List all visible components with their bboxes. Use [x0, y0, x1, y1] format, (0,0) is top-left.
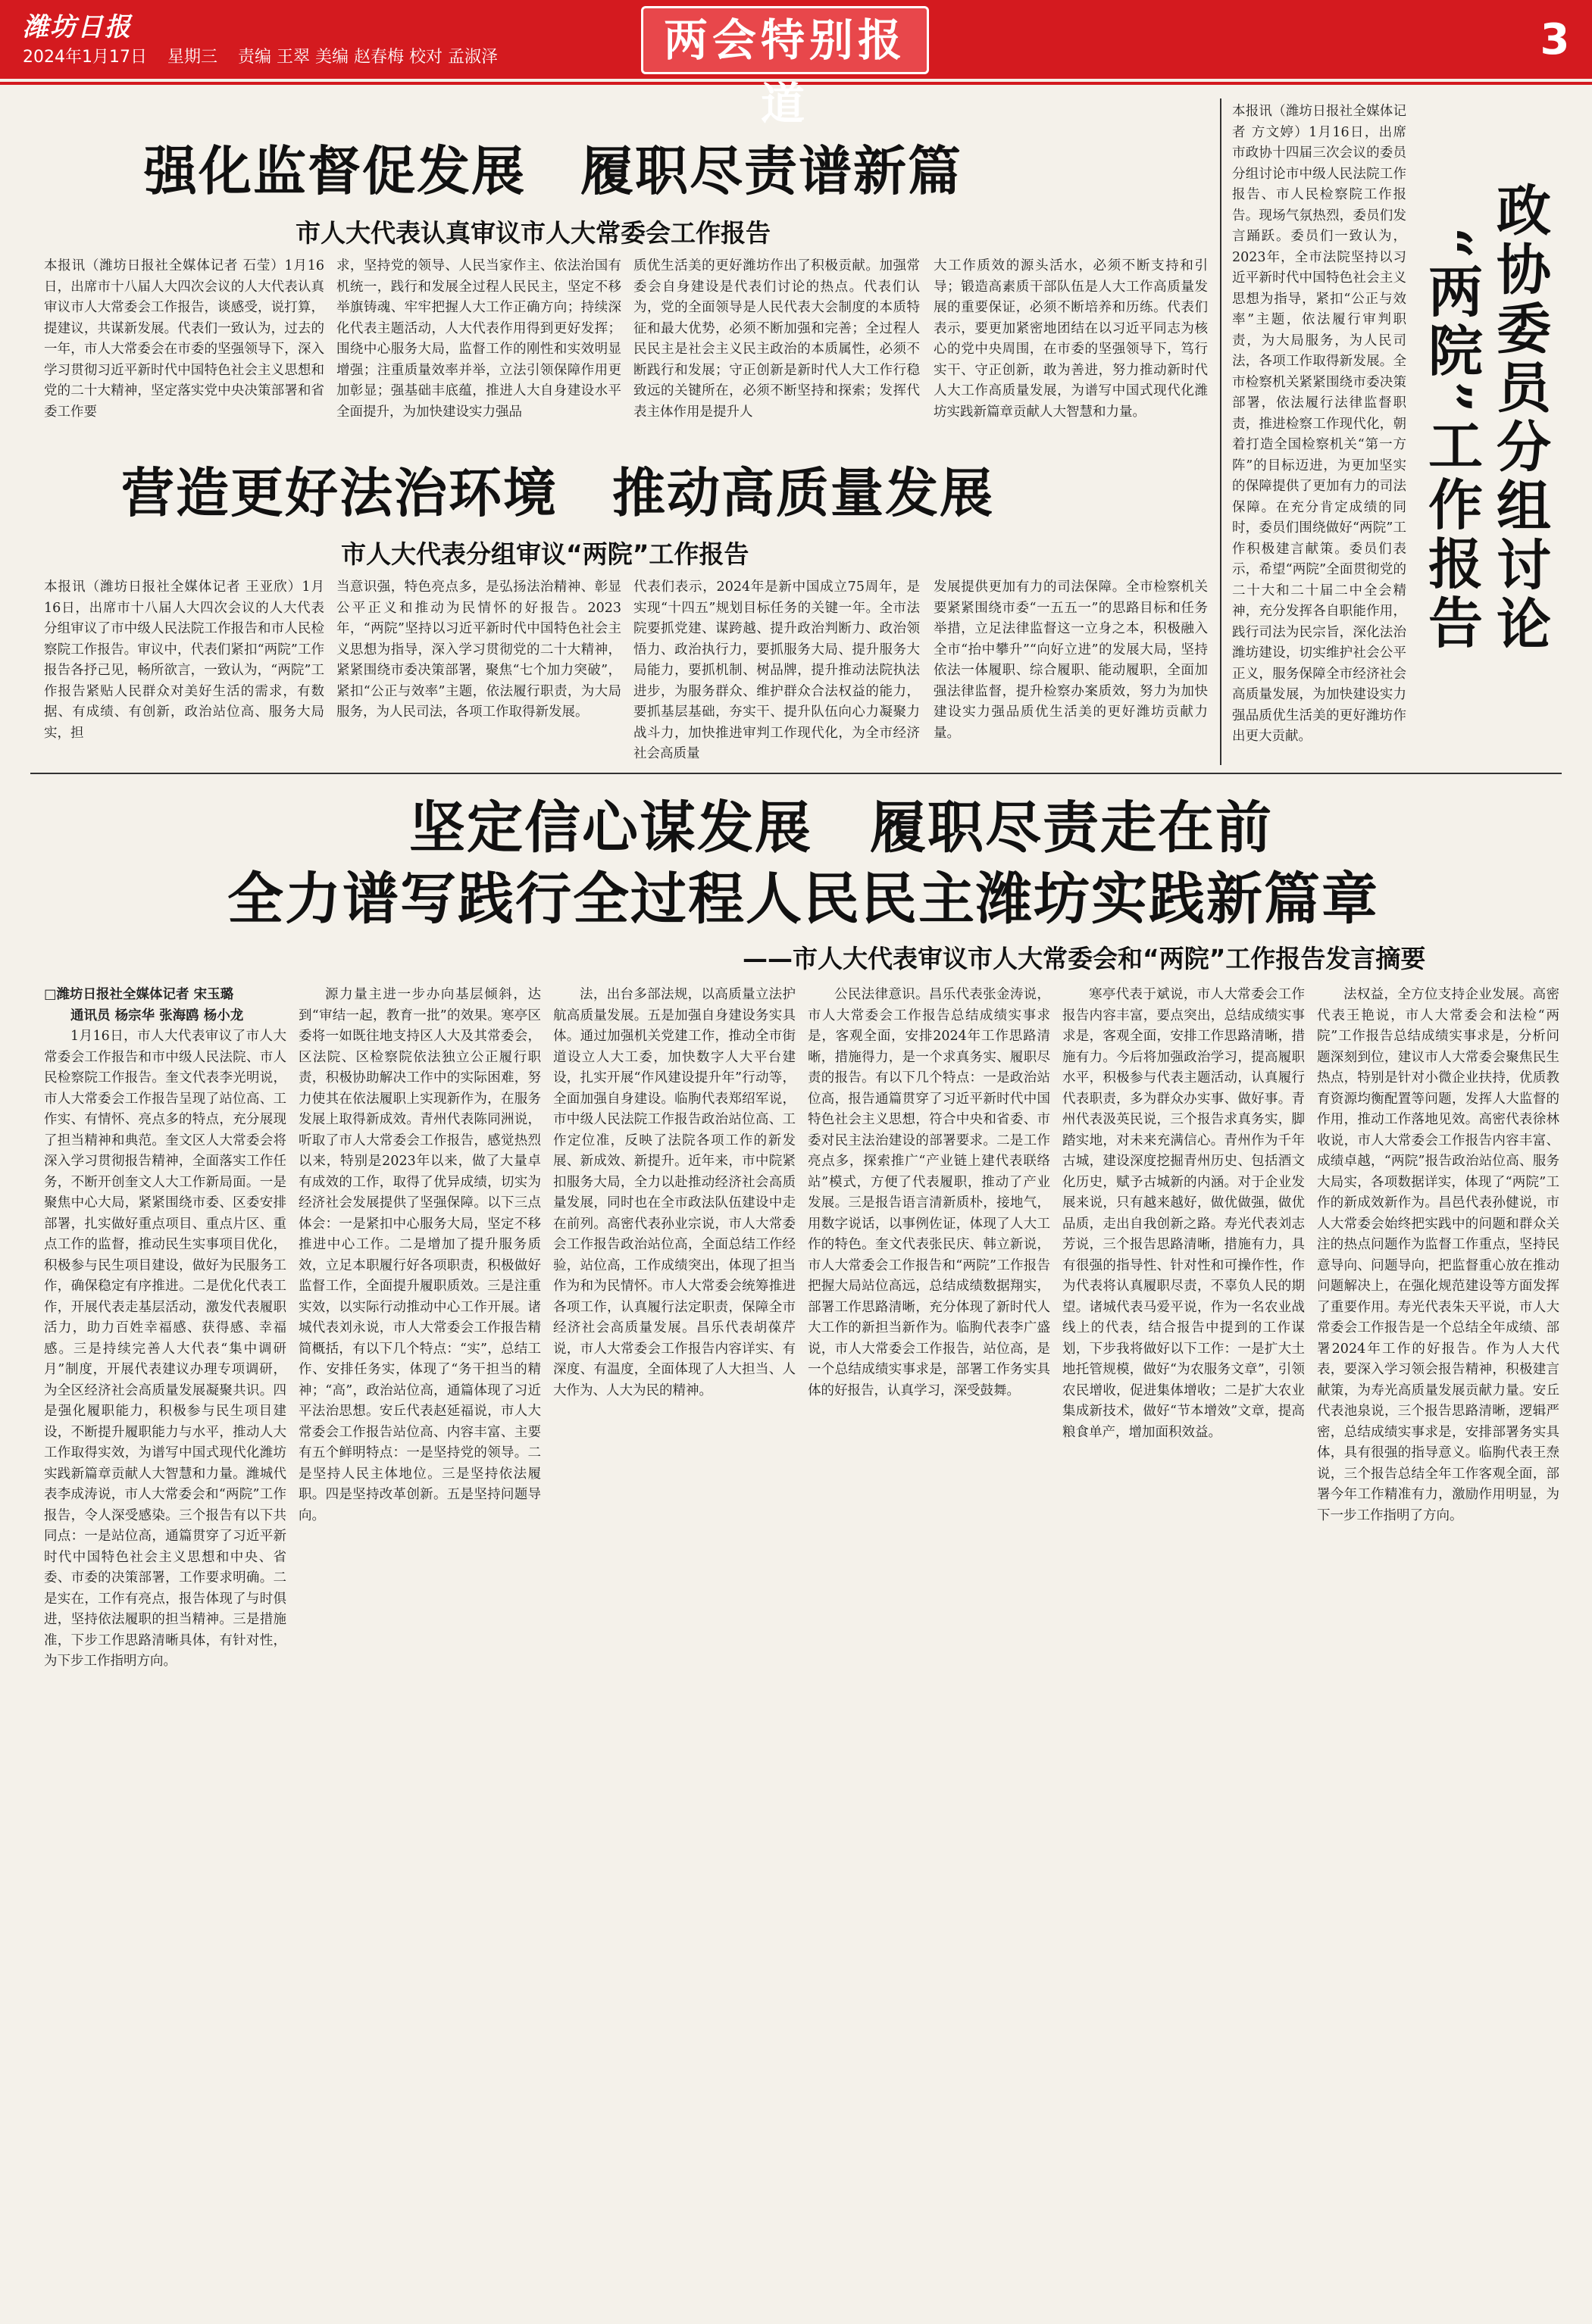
- article2-column-4: 发展提供更加有力的司法保障。全市检察机关要紧紧围绕市委“一五五一”的思路目标和任务举措，立足法律监督这一立身之本，积极融入全市“抬中攀升”“向好立进”的发展大局，坚持依法一体履职、综合履职、能动履职，全面加强法律监督，提升检察办案质效，努力为加快建设实力强品质优生活美的更好潍坊贡献力量。: [934, 579, 1208, 741]
- article2-title: 营造更好法治环境 推动高质量发展: [121, 461, 994, 524]
- article3-byline-1: □潍坊日报社全媒体记者 宋玉璐: [44, 987, 234, 1002]
- editor-credits: 责编 王翠 美编 赵春梅 校对 孟淑泽: [238, 48, 498, 67]
- article3-title-line-2: 全力谱写践行全过程人民民主潍坊实践新篇章: [227, 867, 1379, 932]
- sidebar-divider: [1220, 98, 1221, 765]
- article3-subtitle: ——市人大代表审议市人大常委会和“两院”工作报告发言摘要: [743, 944, 1426, 973]
- article1-column-1: 本报讯（潍坊日报社全媒体记者 石莹）1月16日，出席市十八届人大四次会议的人大代表认真审议市人大常委会工作报告，谈感受，说打算，提建议，共谋新发展。代表们一致认为，过去的一年，市人大常委会在市委的坚强领导下，深入学习贯彻习近平新时代中国特色社会主义思想和党的二十大精神，坚定落实党中央决策部署和省委工作要: [44, 258, 324, 420]
- article2-column-3: 代表们表示，2024年是新中国成立75周年，是实现“十四五”规划目标任务的关键一年。全市法院要抓党建、谋跨越、提升政治判断力、政治领悟力、政治执行力，要抓服务大局、提升服务大局能力，要抓机制、树品牌，提升推动法院执法进步，为服务群众、维护群众合法权益的能力，要抓基层基础，夯实干、提升队伍向心力凝聚力战斗力，加快推进审判工作现代化，为全市经济社会高质量: [633, 579, 920, 761]
- newspaper-logo: 潍坊日报: [23, 12, 132, 42]
- issue-info: [23, 44, 513, 67]
- sidebar-body: 本报讯（潍坊日报社全媒体记者 方文婷）1月16日，出席市政协十四届三次会议的委员分组讨论市中级人民法院工作报告、市人民检察院工作报告。现场气氛热烈，委员们发言踊跃。委员们一致认为，2023年，全市法院坚持以习近平新时代中国特色社会主义思想为指导，紧扣“公正与效率”主题，依法履行审判职责，为大局服务，为人民司法，各项工作取得新发展。全市检察机关紧紧围绕市委决策部署，依法履行法律监督职责，推进检察工作现代化，朝着打造全国检察机关“第一方阵”的目标迈进，为更加坚实的保障提供了更加有力的司法保障。在充分肯定成绩的同时，委员们围绕做好“两院”工作积极建言献策。委员们表示，希望“两院”全面贯彻党的二十大和二十届二中全会精神，充分发挥各自职能作用，践行司法为民宗旨，深化法治潍坊建设，切实维护社会公平正义，服务保障全市经济社会高质量发展，为加快建设实力强品质优生活美的更好潍坊作出更大贡献。: [1232, 104, 1406, 744]
- masthead: [0, 0, 1592, 130]
- article2-column-2: 当意识强，特色亮点多，是弘扬法治精神、彰显公平正义和推动为民情怀的好报告。2023年，“两院”坚持以习近平新时代中国特色社会主义思想为指导，深入学习贯彻党的二十大精神，紧紧围绕市委决策部署，聚焦“七个加力突破”，紧扣“公正与效率”主题，依法履行职责，为大局服务，为人民司法，各项工作取得新发展。: [336, 579, 621, 720]
- article1-subtitle: 市人大代表认真审议市人大常委会工作报告: [296, 218, 771, 248]
- issue-date: 2024年1月17日: [23, 48, 147, 67]
- article3-column-4: 公民法律意识。昌乐代表张金涛说，市人大常委会工作报告总结成绩实事求是，客观全面，安排2024年工作思路清晰，措施得力，是一个求真务实、履职尽责的报告。有以下几个特点：一是政治站位高，报告通篇贯穿了习近平新时代中国特色社会主义思想，符合中央和省委、市委对民主法治建设的部署要求。二是工作亮点多，探索推广“产业链上建代表联络站”模式，方便了代表履职，推动了产业发展。三是报告语言清新质朴，接地气，用数字说话，以事例佐证，体现了人大工作的特色。奎文代表张民庆、韩立新说，市人大常委会工作报告和“两院”工作报告把握大局站位高远，总结成绩数据翔实，部署工作思路清晰，充分体现了新时代人大工作的新担当新作为。临朐代表李广盛说，市人大常委会工作报告，站位高，是一个总结成绩实事求是，部署工作务实具体的好报告，认真学习，深受鼓舞。: [808, 987, 1050, 1398]
- article3-title-line-1: 坚定信心谋发展 履职尽责走在前: [409, 795, 1273, 861]
- sidebar-title-line-1: 政协委员分组讨论: [1487, 182, 1552, 654]
- article1-title: 强化监督促发展 履职尽责谱新篇: [144, 139, 962, 202]
- article3-column-5: 寒亭代表于斌说，市人大常委会工作报告内容丰富，要点突出，总结成绩实事求是，客观全面，安排工作思路清晰，措施有力。今后将加强政治学习，提高履职水平，积极参与代表主题活动，认真履行代表职责，多为群众办实事、做好事。青州代表汲英民说，三个报告求真务实，脚踏实地，对未来充满信心。青州作为千年古城，建设深度挖掘青州历史、包括酒文化历史，赋予古城新的内涵。对于企业发展来说，只有越来越好，做优做强，做优品质，走出自我创新之路。寿光代表刘志芳说，三个报告思路清晰，措施有力，具有很强的指导性、针对性和可操作性，作为代表将认真履职尽责，不辜负人民的期望。诸城代表马爱平说，作为一名农业战线上的代表，结合报告中提到的工作谋划，下步我将做好以下工作：一是扩大土地托管规模，做好“为农服务文章”，引领农民增收，促进集体增收；二是扩大农业集成新技术，做好“节本增效”文章，提高粮食单产，增加面积效益。: [1062, 987, 1305, 1440]
- article1-column-4: 大工作质效的源头活水，必须不断支持和引导；锻造高素质干部队伍是人大工作高质量发展的重要保证，必须不断培养和历练。代表们表示，要更加紧密地团结在以习近平同志为核心的党中央周围，在市委的坚强领导下，笃行实干、守正创新，敢为善进，努力推动新时代人大工作高质量发展，为谱写中国式现代化潍坊实践新篇章贡献人大智慧和力量。: [934, 258, 1208, 420]
- article1-column-3: 质优生活美的更好潍坊作出了积极贡献。加强常委会自身建设是代表们讨论的热点。代表们认为，党的全面领导是人民代表大会制度的本质特征和最大优势，必须不断加强和完善；全过程人民民主是社会主义民主政治的本质属性，必须不断践行和发展；守正创新是新时代人大工作行稳致远的关键所在，必须不断坚持和探索；发挥代表主体作用是提升人: [633, 258, 920, 420]
- article3-column-6: 法权益，全方位支持企业发展。高密代表王艳说，市人大常委会和法检“两院”工作报告总结成绩实事求是，分析问题深刻到位，建议市人大常委会聚焦民生热点，特别是针对小微企业扶持，优质教育资源均衡配置等问题，发挥人大监督的作用，推动工作落地见效。高密代表徐林收说，市人大常委会工作报告内容丰富、成绩卓越，“两院”报告政治站位高、服务大局实，各项数据详实，体现了“两院”工作的新成效新作为。昌邑代表孙健说，市人大常委会始终把实践中的问题和群众关注的热点问题作为监督工作重点，坚持民意导向、问题导向，把监督重心放在推动问题解决上，在强化规范建设等方面发挥了重要作用。寿光代表朱天平说，市人大常委会工作报告是一个总结全年成绩、部署2024年工作的好报告。作为人大代表，要深入学习领会报告精神，积极建言献策，为寿光高质量发展贡献力量。安丘代表池泉说，三个报告思路清晰，逻辑严密，总结成绩实事求是，安排部署务实具体，具有很强的指导意义。临朐代表王焘说，三个报告总结全年工作客观全面，部署今年工作精准有力，激励作用明显，为下一步工作指明了方向。: [1317, 987, 1559, 1523]
- article2-column-1: 本报讯（潍坊日报社全媒体记者 王亚欣）1月16日，出席市十八届人大四次会议的人大代表分组审议了市中级人民法院工作报告和市人民检察院工作报告。审议中，代表们紧扣“两院”工作报告各抒己见，畅所欲言，一致认为，“两院”工作报告紧贴人民群众对美好生活的需求，有数据、有成绩、有创新，政治站位高、服务大局实，担: [44, 579, 324, 741]
- article1-column-2: 求，坚持党的领导、人民当家作主、依法治国有机统一，践行和发展全过程人民民主，坚定不移举旗铸魂、牢牢把握人大工作正确方向；持续深化代表主题活动，人大代表作用得到更好发挥；围绕中心服务大局，监督工作的刚性和实效明显增强；注重质量效率并举，立法引领保障作用更加彰显；强基础丰底蕴，推进人大自身建设水平全面提升，为加快建设实力强品: [336, 258, 621, 420]
- article3-column-2: 源力量主进一步办向基层倾斜，达到“审结一起，教育一批”的效果。寒亭区委将一如既往地支持区人大及其常委会，区法院、区检察院依法独立公正履行职责，积极协助解决工作中的实际困难，努力使其在依法履职上实现新作为，在服务发展上取得新成效。青州代表陈同洲说，听取了市人大常委会工作报告，感觉热烈以来，特别是2023年以来，做了大量卓有成效的工作，取得了优异成绩，切实为经济社会发展提供了坚强保障。以下三点体会：一是紧扣中心服务大局，坚定不移推进中心工作。二是增加了提升服务质效，立足本职履行好各项职责，积极做好监督工作，全面提升履职质效。三是注重实效，以实际行动推动中心工作开展。诸城代表刘永说，市人大常委会工作报告精简概括，有以下几个特点：“实”，总结工作、安排任务实，体现了“务干担当的精神；“高”，政治站位高，通篇体现了习近平法治思想。安丘代表赵延福说，市人大常委会工作报告站位高、内容丰富、主要有五个鲜明特点：一是坚持党的领导。二是坚持人民主体地位。三是坚持依法履职。四是坚持改革创新。五是坚持问题导向。: [299, 987, 541, 1523]
- sidebar-title-line-2: “两院”工作报告: [1419, 227, 1484, 654]
- section-banner: 两会特别报道: [641, 6, 929, 74]
- article3-byline-2: 通讯员 杨宗华 张海鸥 杨小龙: [70, 1007, 244, 1023]
- issue-weekday: 星期三: [167, 48, 217, 67]
- page-number: 3: [1540, 15, 1570, 64]
- article3-column-1: □潍坊日报社全媒体记者 宋玉璐 通讯员 杨宗华 张海鸥 杨小龙 1月16日，市人大代表审议了市人大常委会工作报告和市中级人民法院、市人民检察院工作报告。奎文代表李光明说，市人大常委会工作报告呈现了站位高、工作实、有情怀、亮点多的特点，充分展现了担当精神和典范。奎文区人大常委会将深入学习贯彻报告精神，全面落实工作任务，不断开创奎文人大工作新局面。一是聚焦中心大局，紧紧围绕市委、区委安排部署，扎实做好重点项目、重点片区、重点工作的监督，推动民生实事项目优化，积极参与民生项目建设，做好为民服务工作，确保稳定有序推进。二是优化代表工作，开展代表走基层活动，激发代表履职活力，助力百姓幸福感、获得感、幸福感。三是持续完善人大代表“集中调研月”制度，开展代表建议办理专项调研，为全区经济社会高质量发展凝聚共识。四是强化履职能力，积极参与民生项目建设，不断提升履职能力与水平，推动人大工作取得实效，为谱写中国式现代化潍坊实践新篇章贡献人大智慧和力量。潍城代表李成涛说，市人大常委会和“两院”工作报告，令人深受感染。三个报告有以下共同点：一是站位高，通篇贯穿了习近平新时代中国特色社会主义思想和中央、省委、市委的决策部署，工作要求明确。二是实在，工作有亮点，报告体现了与时俱进，坚持依法履职的担当精神。三是措施准，下步工作思路清晰具体，有针对性，为下步工作指明方向。: [44, 985, 286, 2303]
- section-divider: [30, 773, 1562, 774]
- article2-subtitle: 市人大代表分组审议“两院”工作报告: [341, 539, 749, 569]
- article3-column-3: 法，出台多部法规，以高质量立法护航高质量发展。五是加强自身建设务实具体。通过加强机关党建工作，推动全市街道设立人大工委，加快数字人大平台建设，扎实开展“作风建设提升年”行动等，全面加强自身建设。临朐代表郑绍军说，市中级人民法院工作报告政治站位高、工作定位准，反映了法院各项工作的新发展、新成效、新提升。近年来，市中院紧扣服务大局，全力以赴推动经济社会高质量发展，同时也在全市政法队伍建设中走在前列。高密代表孙业宗说，市人大常委会工作报告政治站位高，全面总结工作经验，站位高，工作成绩突出，体现了担当作为和为民情怀。市人大常委会统筹推进各项工作，认真履行法定职责，保障全市经济社会高质量发展。昌乐代表胡葆芹说，市人大常委会工作报告内容详实、有深度、有温度，全面体现了人大担当、人大作为、人大为民的精神。: [553, 987, 796, 1398]
